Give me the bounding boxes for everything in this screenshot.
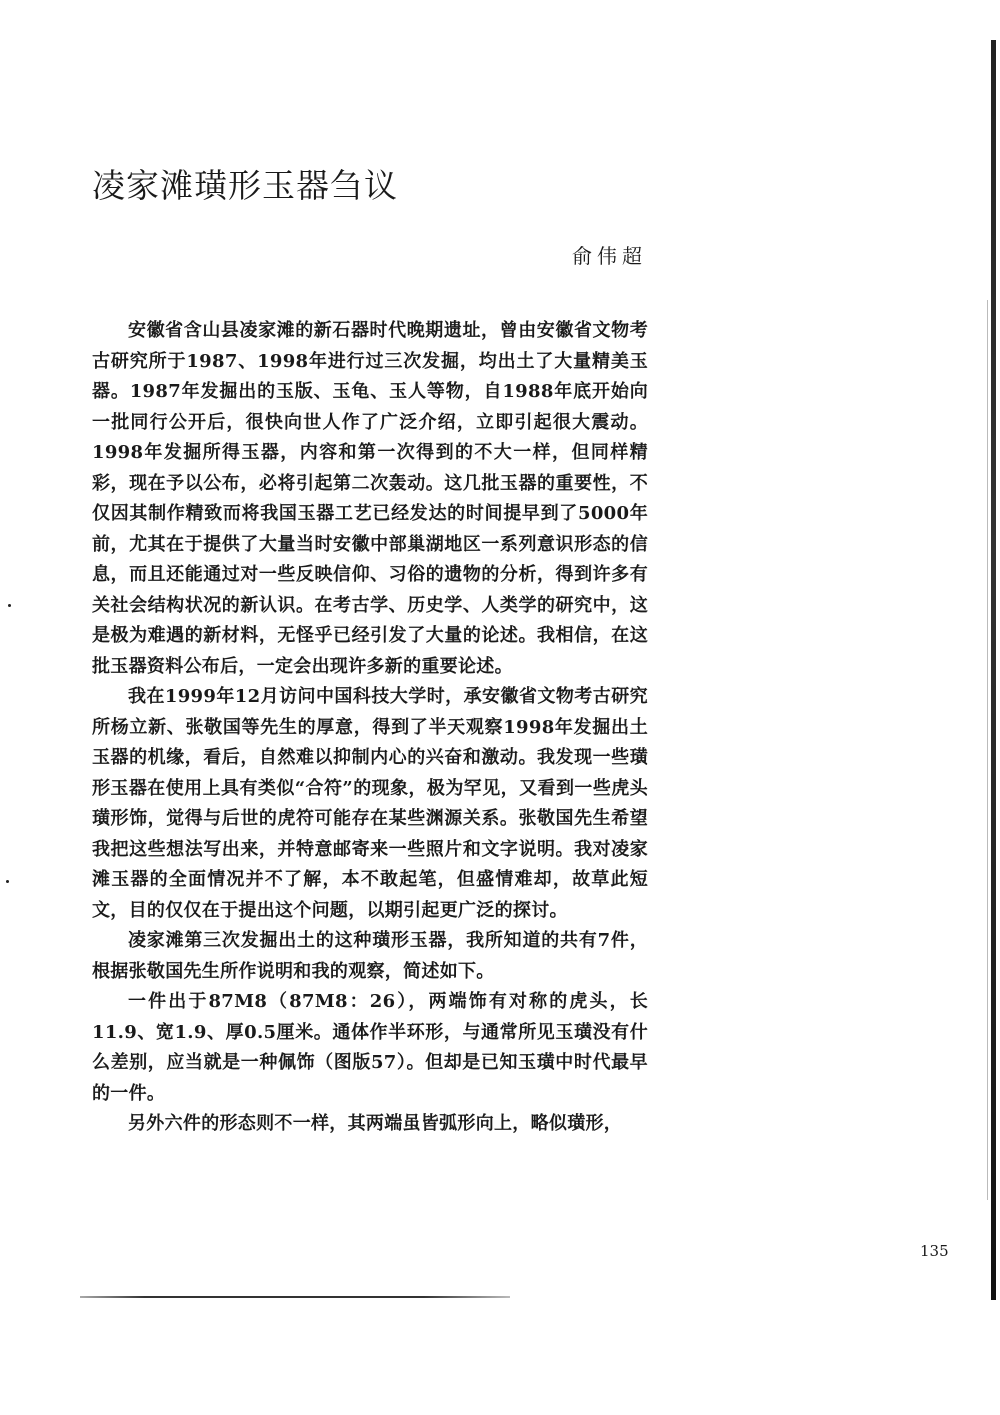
scan-edge-shadow <box>991 40 996 1300</box>
page-title: 凌家滩璜形玉器刍议 <box>92 166 398 205</box>
paragraph: 我在1999年12月访问中国科技大学时，承安徽省文物考古研究所杨立新、张敬国等先生的厚意，得到了半天观察1998年发掘出土玉器的机缘，看后，自然难以抑制内心的兴奋和激动。我发现一些璜形玉器在使用上具有类似“合符”的现象，极为罕见，又看到一些虎头璜形饰，觉得与后世的虎符可能存在某些渊源关系。张敬国先生希望我把这些想法写出来，并特意邮寄来一些照片和文字说明。我对凌家滩玉器的全面情况并不了解，本不敢起笔，但盛情难却，故草此短文，目的仅仅在于提出这个问题，以期引起更广泛的探讨。 <box>92 686 648 921</box>
author-name: 俞伟超 <box>572 244 647 268</box>
scan-speck <box>6 880 9 883</box>
page-number: 135 <box>920 1242 949 1260</box>
scan-speck <box>8 604 11 607</box>
paragraph: 一件出于87M8（87M8：26），两端饰有对称的虎头，长11.9、宽1.9、厚0.5厘米。通体作半环形，与通常所见玉璜没有什么差别，应当就是一种佩饰（图版57）。但却是已知玉璜中时代最早的一件。 <box>92 991 648 1104</box>
paragraph: 另外六件的形态则不一样，其两端虽皆弧形向上，略似璜形， <box>128 1113 623 1134</box>
bottom-scan-line <box>80 1296 510 1298</box>
article-body <box>92 316 648 1140</box>
paragraph: 安徽省含山县凌家滩的新石器时代晚期遗址，曾由安徽省文物考古研究所于1987、1998年进行过三次发掘，均出土了大量精美玉器。1987年发掘出的玉版、玉龟、玉人等物，自1988年底开始向一批同行公开后，很快向世人作了广泛介绍，立即引起很大震动。1998年发掘所得玉器，内容和第一次得到的不大一样，但同样精彩，现在予以公布，必将引起第二次轰动。这几批玉器的重要性，不仅因其制作精致而将我国玉器工艺已经发达的时间提早到了5000年前，尤其在于提供了大量当时安徽中部巢湖地区一系列意识形态的信息，而且还能通过对一些反映信仰、习俗的遗物的分析，得到许多有关社会结构状况的新认识。在考古学、历史学、人类学的研究中，这是极为难遇的新材料，无怪乎已经引发了大量的论述。我相信，在这批玉器资料公布后，一定会出现许多新的重要论述。 <box>92 320 648 677</box>
paragraph: 凌家滩第三次发掘出土的这种璜形玉器，我所知道的共有7件，根据张敬国先生所作说明和我的观察，简述如下。 <box>92 930 648 982</box>
scan-edge-line <box>987 300 988 1200</box>
